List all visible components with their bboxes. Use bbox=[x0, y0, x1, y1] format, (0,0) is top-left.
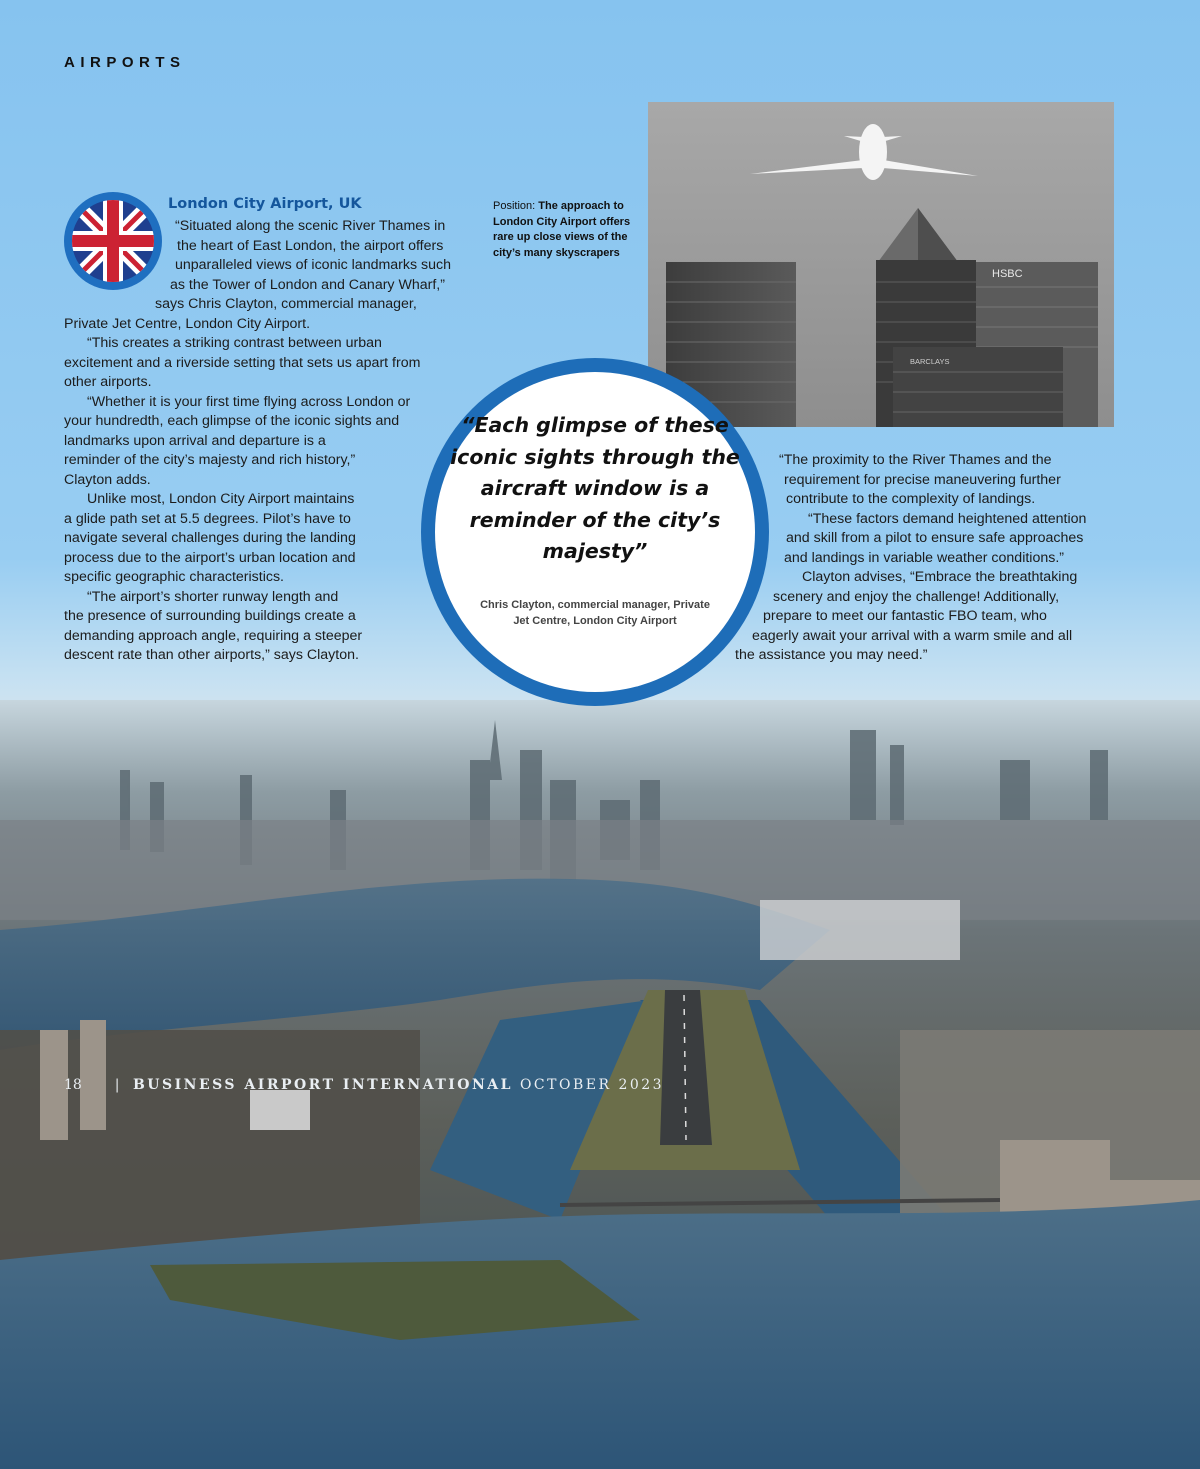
caption-label: Position: bbox=[493, 200, 536, 212]
body-line: excitement and a riverside setting that sets us apart from bbox=[64, 355, 421, 371]
footer-separator: | bbox=[114, 1077, 122, 1093]
body-line: and skill from a pilot to ensure safe approaches bbox=[786, 530, 1084, 546]
article-title: London City Airport, UK bbox=[168, 196, 362, 212]
body-line: other airports. bbox=[64, 374, 152, 390]
intro-line: Private Jet Centre, London City Airport. bbox=[64, 316, 311, 332]
body-line: the presence of surrounding buildings create a bbox=[64, 608, 356, 624]
body-line: “The proximity to the River Thames and the bbox=[779, 452, 1052, 468]
photo-caption bbox=[493, 199, 643, 261]
body-line: the assistance you may need.” bbox=[735, 647, 928, 663]
body-line: navigate several challenges during the landing bbox=[64, 530, 356, 546]
barclays-sign: BARCLAYS bbox=[910, 357, 950, 366]
skyscraper-photo bbox=[648, 102, 1114, 427]
body-line: your hundredth, each glimpse of the iconic sights and bbox=[64, 413, 400, 429]
intro-line: says Chris Clayton, commercial manager, bbox=[155, 296, 417, 312]
page-footer bbox=[64, 1077, 664, 1093]
body-line: demanding approach angle, requiring a steeper bbox=[64, 628, 363, 644]
hsbc-sign: HSBC bbox=[992, 268, 1023, 280]
section-label: AIRPORTS bbox=[64, 54, 186, 71]
page-number: 18 bbox=[64, 1077, 82, 1093]
pull-quote bbox=[421, 358, 769, 706]
body-line: descent rate than other airports,” says Clayton. bbox=[64, 647, 359, 663]
pull-quote-attribution: Chris Clayton, commercial manager, Private Jet Centre, London City Airport bbox=[480, 599, 710, 627]
body-line: Clayton adds. bbox=[64, 472, 151, 488]
issue-date: OCTOBER 2023 bbox=[519, 1077, 665, 1093]
body-line: process due to the airport’s urban location and bbox=[64, 550, 356, 566]
pull-quote-text: “Each glimpse of these iconic sights through the aircraft window is a reminder of the city’s majesty” bbox=[450, 413, 740, 563]
body-line: landmarks upon arrival and departure is a bbox=[64, 433, 326, 449]
intro-line: the heart of East London, the airport offers bbox=[177, 238, 444, 254]
intro-line: “Situated along the scenic River Thames in bbox=[175, 218, 446, 234]
intro-line: unparalleled views of iconic landmarks such bbox=[175, 257, 452, 273]
body-line: and landings in variable weather conditions.” bbox=[784, 550, 1064, 566]
body-line: eagerly await your arrival with a warm smile and all bbox=[752, 628, 1073, 644]
body-line: “The airport’s shorter runway length and bbox=[87, 589, 339, 605]
body-line: Clayton advises, “Embrace the breathtaking bbox=[802, 569, 1078, 585]
body-line: “This creates a striking contrast between urban bbox=[87, 335, 382, 351]
united-kingdom-flag-icon bbox=[72, 200, 154, 282]
body-line: contribute to the complexity of landings. bbox=[786, 491, 1036, 507]
intro-line: as the Tower of London and Canary Wharf,” bbox=[170, 277, 445, 293]
body-line: a glide path set at 5.5 degrees. Pilot’s have to bbox=[64, 511, 351, 527]
body-line: reminder of the city’s majesty and rich history,” bbox=[64, 452, 356, 468]
publication-name: BUSINESS AIRPORT INTERNATIONAL bbox=[132, 1077, 513, 1093]
body-line: requirement for precise maneuvering further bbox=[784, 472, 1061, 488]
body-line: scenery and enjoy the challenge! Additionally, bbox=[773, 589, 1060, 605]
body-line: “Whether it is your first time flying across London or bbox=[87, 394, 411, 410]
flag-badge bbox=[64, 192, 162, 290]
skyscraper-photo-image bbox=[648, 102, 1114, 427]
body-line: specific geographic characteristics. bbox=[64, 569, 285, 585]
pull-quote-inner bbox=[435, 372, 755, 692]
caption-text: The approach to London City Airport offers rare up close views of the city’s many skyscrapers bbox=[493, 200, 631, 259]
body-line: “These factors demand heightened attention bbox=[808, 511, 1087, 527]
body-line: Unlike most, London City Airport maintains bbox=[87, 491, 355, 507]
body-line: prepare to meet our fantastic FBO team, who bbox=[763, 608, 1047, 624]
